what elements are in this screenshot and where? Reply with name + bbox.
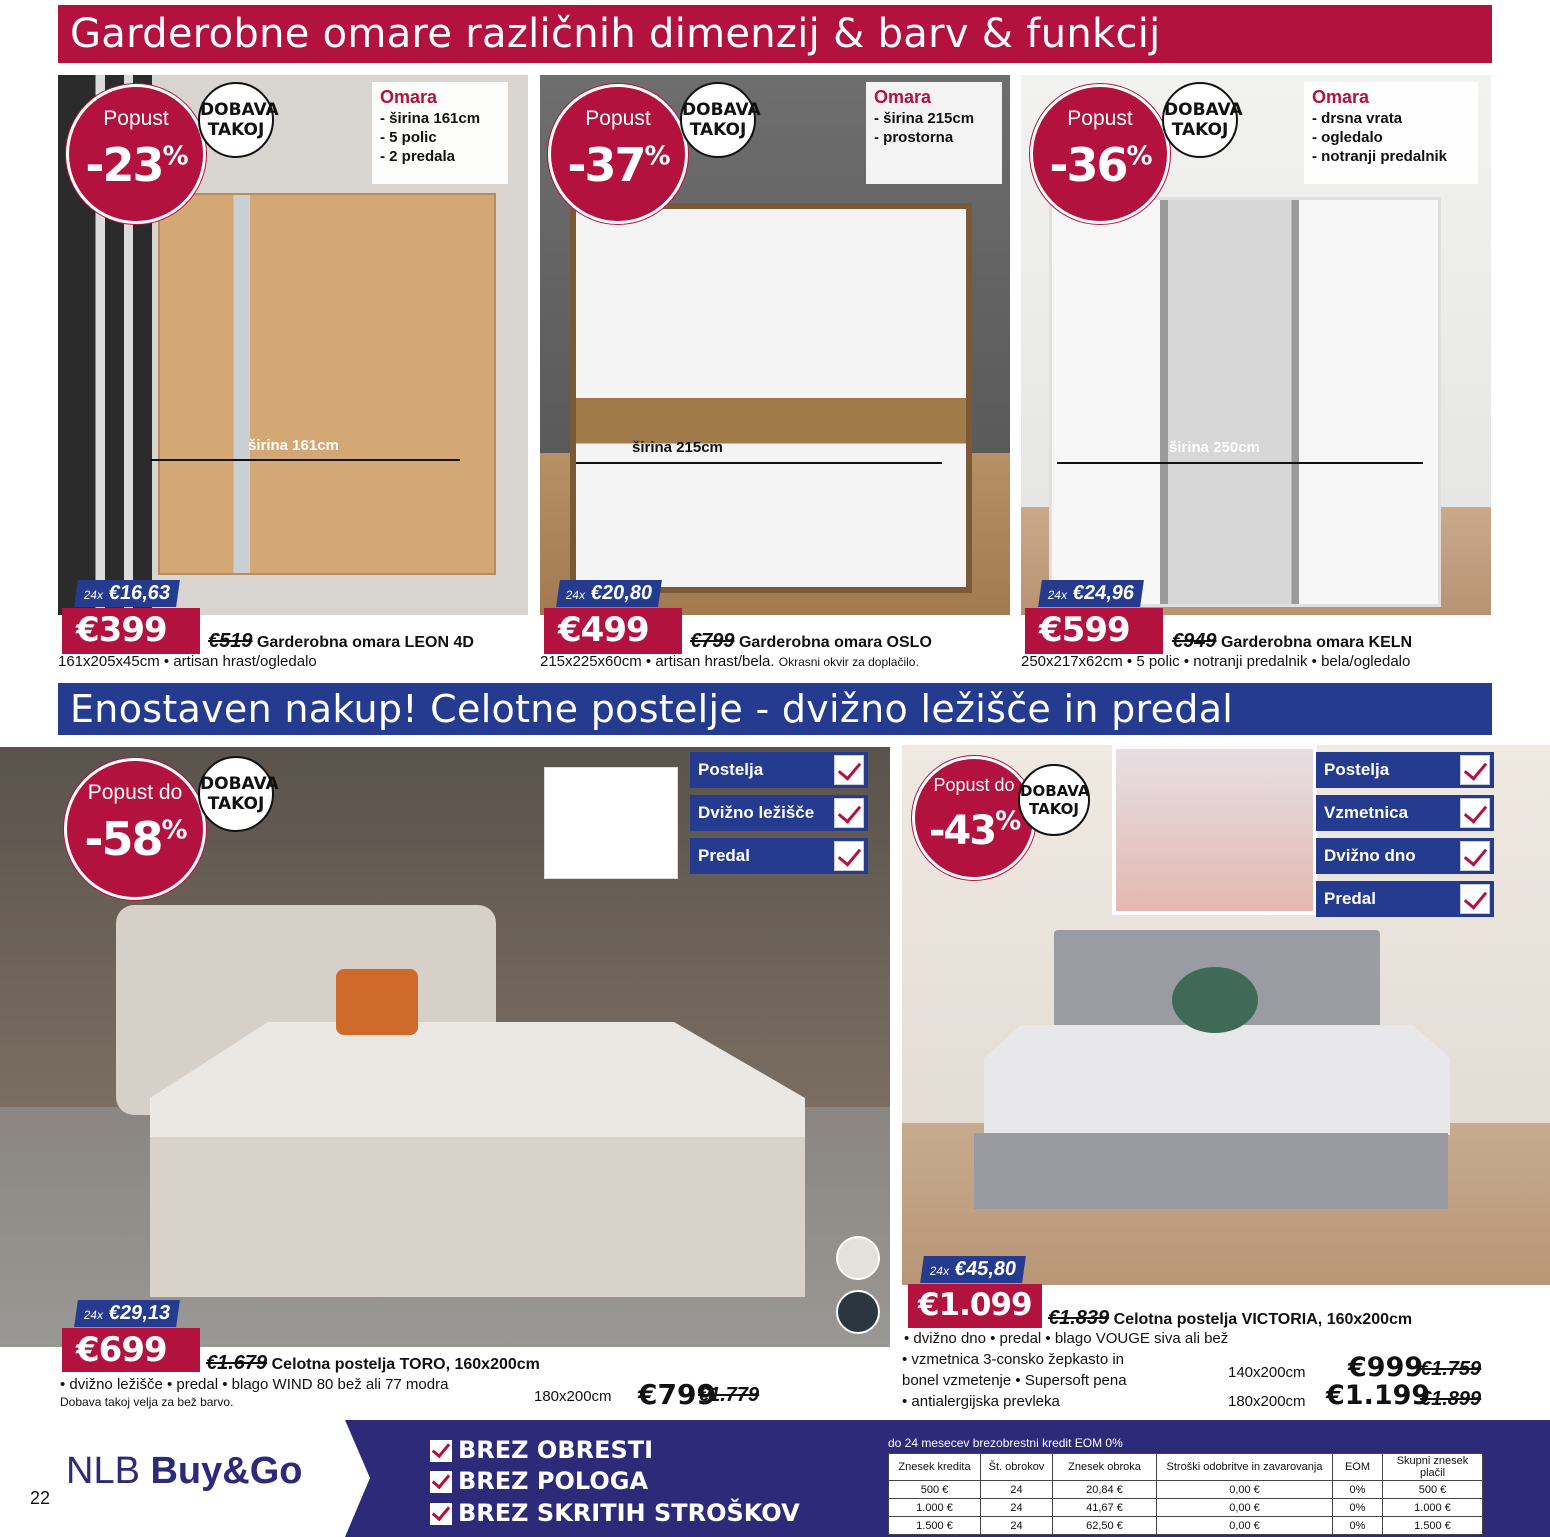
width-label: širina 215cm	[632, 439, 723, 456]
spec-box: Omara - širina 215cm - prostorna	[866, 82, 1002, 184]
price-badge: €599	[1025, 608, 1163, 654]
product-desc: 250x217x62cm • 5 polic • notranji predalnik • bela/ogledalo	[1021, 653, 1411, 670]
pillow	[1172, 967, 1258, 1033]
dobava-takoj-badge: DOBAVA TAKOJ	[1018, 764, 1090, 836]
checkbox-icon	[430, 1440, 452, 1462]
product-desc-line: • vzmetnica 3-consko žepkasto in	[902, 1351, 1125, 1368]
beds-banner: Enostaven nakup! Celotne postelje - dvižno ležišče in predal	[58, 683, 1492, 735]
installment-badge: 24x €16,63	[74, 580, 180, 607]
discount-badge: Popust -23%	[66, 84, 206, 224]
size-option: 180x200cm	[534, 1388, 612, 1405]
dobava-takoj-badge: DOBAVA TAKOJ	[198, 756, 274, 832]
installment-badge: 24x €29,13	[74, 1300, 180, 1327]
size-price: €799	[638, 1378, 716, 1411]
old-price: €1.679	[206, 1352, 268, 1374]
wardrobe-oslo-image	[570, 203, 972, 593]
old-price: €519	[208, 630, 253, 652]
width-arrow	[150, 459, 460, 461]
spec-box: Omara - drsna vrata - ogledalo - notranji predalnik	[1304, 82, 1478, 184]
lift-storage-thumbnail	[544, 767, 678, 879]
width-arrow	[576, 462, 942, 464]
feature-predal: Predal	[1316, 881, 1494, 917]
price-badge: €699	[62, 1328, 200, 1372]
credit-title: do 24 mesecev brezobrestni kredit EOM 0%	[888, 1436, 1123, 1450]
product-name: €1.839 Celotna postelja VICTORIA, 160x200cm	[1048, 1307, 1413, 1329]
price-badge: €1.099	[908, 1284, 1042, 1328]
table-header-row: Znesek kredita Št. obrokov Znesek obroka Stroški odobritve in zavarovanja EOM Skupni znesek plačil	[889, 1454, 1483, 1481]
product-desc-line: • dvižno dno • predal • blago VOUGE siva ali bež	[904, 1330, 1229, 1347]
checkmark-icon	[1460, 798, 1490, 828]
installment-badge: 24x €45,80	[920, 1256, 1026, 1283]
wardrobe-leon-image	[158, 193, 496, 575]
checkmark-icon	[834, 841, 864, 871]
size-option: 180x200cm	[1228, 1393, 1306, 1410]
pillow	[336, 969, 418, 1035]
color-swatch-beige[interactable]	[836, 1236, 880, 1280]
benefit-no-hidden-costs: BREZ SKRITIH STROŠKOV	[430, 1499, 800, 1527]
credit-table	[888, 1453, 1483, 1535]
size-option: 140x200cm	[1228, 1364, 1306, 1381]
old-price: €949	[1172, 630, 1217, 652]
table-row: 1.500 € 24 62,50 € 0,00 € 0% 1.500 €	[889, 1517, 1483, 1535]
old-price: €1.839	[1048, 1307, 1110, 1329]
size-old-price: €1.779	[698, 1384, 760, 1406]
product-name: €1.679 Celotna postelja TORO, 160x200cm	[206, 1352, 540, 1374]
feature-postelja: Postelja	[1316, 752, 1494, 788]
product-desc: 161x205x45cm • artisan hrast/ogledalo	[58, 653, 317, 670]
checkmark-icon	[1460, 755, 1490, 785]
wall-art	[1112, 745, 1317, 915]
discount-badge: Popust -37%	[548, 84, 688, 224]
benefit-no-interest: BREZ OBRESTI	[430, 1436, 653, 1464]
price-badge: €499	[544, 608, 682, 654]
product-desc: 215x225x60cm • artisan hrast/bela. Okrasni okvir za doplačilo.	[540, 653, 919, 670]
brand-logo: NLB Buy&Go	[66, 1450, 303, 1492]
product-desc-line: bonel vzmetenje • Supersoft pena	[902, 1372, 1127, 1389]
dobava-takoj-badge: DOBAVA TAKOJ	[680, 82, 756, 158]
feature-dvizno-dno: Dvižno dno	[1316, 838, 1494, 874]
size-price: €999	[1348, 1352, 1424, 1383]
checkmark-icon	[1460, 841, 1490, 871]
feature-postelja: Postelja	[690, 752, 868, 788]
bed-base	[974, 1133, 1448, 1209]
feature-vzmetnica: Vzmetnica	[1316, 795, 1494, 831]
installment-badge: 24x €20,80	[556, 580, 662, 607]
width-arrow	[1057, 462, 1423, 464]
page-number: 22	[30, 1488, 51, 1508]
table-row: 1.000 € 24 41,67 € 0,00 € 0% 1.000 €	[889, 1499, 1483, 1517]
bed-mattress	[984, 1025, 1450, 1135]
size-price: €1.199	[1326, 1380, 1431, 1411]
installment-badge: 24x €24,96	[1038, 580, 1144, 607]
feature-dvizno-lezisce: Dvižno ležišče	[690, 795, 868, 831]
bed-base	[150, 1137, 805, 1297]
product-desc-line: • antialergijska prevleka	[902, 1393, 1060, 1410]
feature-predal: Predal	[690, 838, 868, 874]
dobava-takoj-badge: DOBAVA TAKOJ	[1162, 82, 1238, 158]
width-label: širina 250cm	[1169, 439, 1260, 456]
dobava-takoj-badge: DOBAVA TAKOJ	[198, 82, 274, 158]
product-name: €949 Garderobna omara KELN	[1172, 630, 1413, 652]
checkbox-icon	[430, 1471, 452, 1493]
checkmark-icon	[834, 798, 864, 828]
checkbox-icon	[430, 1503, 452, 1525]
product-name: €519 Garderobna omara LEON 4D	[208, 630, 474, 652]
checkmark-icon	[834, 755, 864, 785]
width-label: širina 161cm	[248, 437, 339, 454]
wardrobe-keln-image	[1049, 197, 1441, 607]
size-old-price: €1.899	[1420, 1388, 1482, 1410]
benefit-no-deposit: BREZ POLOGA	[430, 1467, 648, 1495]
table-row: 500 € 24 20,84 € 0,00 € 0% 500 €	[889, 1481, 1483, 1499]
wardrobes-banner: Garderobne omare različnih dimenzij & barv & funkcij	[58, 5, 1492, 63]
product-name: €799 Garderobna omara OSLO	[690, 630, 932, 652]
checkmark-icon	[1460, 884, 1490, 914]
product-note: Dobava takoj velja za bež barvo.	[60, 1395, 234, 1409]
old-price: €799	[690, 630, 735, 652]
discount-badge: Popust do -58%	[64, 758, 206, 900]
spec-box: Omara - širina 161cm - 5 polic - 2 predala	[372, 82, 508, 184]
discount-badge: Popust do -43%	[912, 756, 1036, 880]
size-old-price: €1.759	[1420, 1358, 1482, 1380]
price-badge: €399	[62, 608, 200, 654]
discount-badge: Popust -36%	[1030, 84, 1170, 224]
product-desc: • dvižno ležišče • predal • blago WIND 80 bež ali 77 modra	[60, 1376, 449, 1393]
color-swatch-blue[interactable]	[836, 1290, 880, 1334]
